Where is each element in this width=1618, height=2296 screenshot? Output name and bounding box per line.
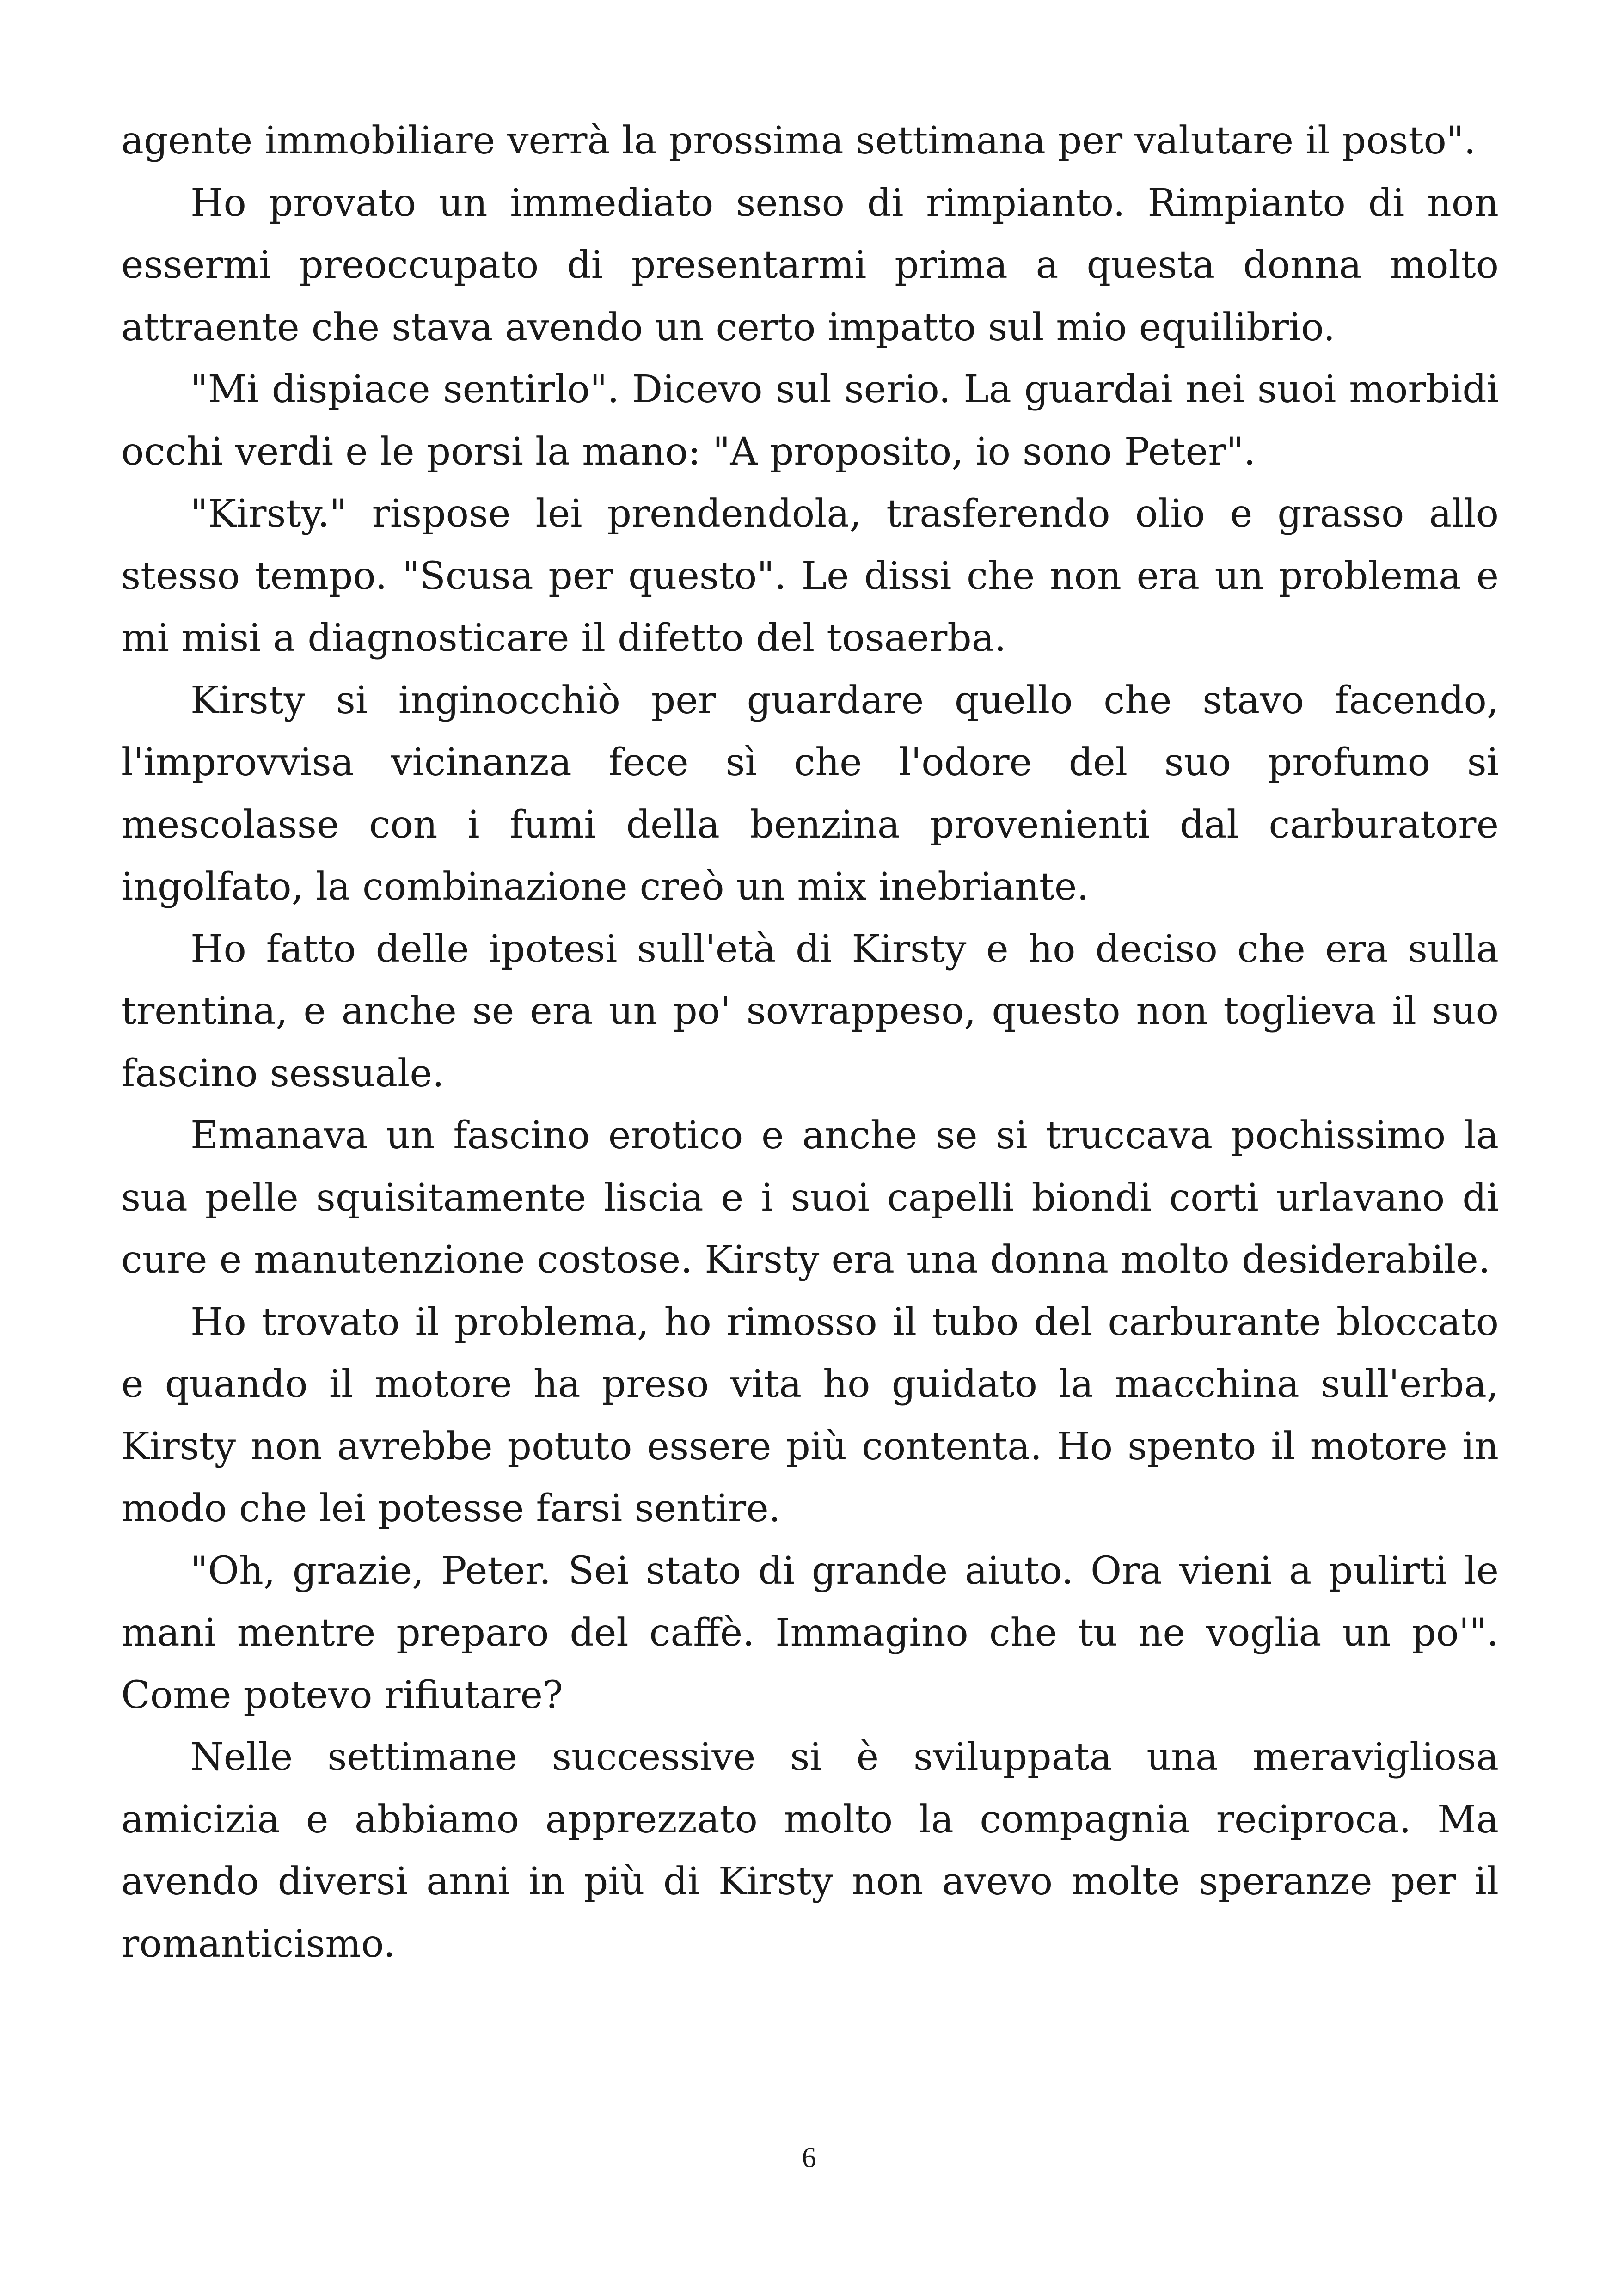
body-text bbox=[121, 110, 1499, 1975]
paragraph: Kirsty si inginocchiò per guardare quello che stavo facendo, l'improvvisa vicinanza fece sì che l'odore del suo profumo si mescolasse con i fumi della benzina provenienti dal carburatore ingolfato, la combinazione creò un mix inebriante. bbox=[121, 678, 1499, 909]
paragraph: "Mi dispiace sentirlo". Dicevo sul serio. La guardai nei suoi morbidi occhi verdi e le porsi la mano: "A proposito, io sono Peter". bbox=[121, 367, 1499, 474]
paragraph: Ho provato un immediato senso di rimpianto. Rimpianto di non essermi preoccupato di presentarmi prima a questa donna molto attraente che stava avendo un certo impatto sul mio equilibrio. bbox=[121, 181, 1499, 349]
paragraph-continuation: agente immobiliare verrà la prossima settimana per valutare il posto". bbox=[121, 119, 1476, 163]
paragraph: Nelle settimane successive si è sviluppata una meravigliosa amicizia e abbiamo apprezzato molto la compagnia reciproca. Ma avendo diversi anni in più di Kirsty non avevo molte speranze per il romanticismo. bbox=[121, 1735, 1499, 1966]
paragraph: "Kirsty." rispose lei prendendola, trasferendo olio e grasso allo stesso tempo. "Scusa per questo". Le dissi che non era un problema e mi misi a diagnosticare il difetto del tosaerba. bbox=[121, 492, 1499, 660]
paragraph: Ho trovato il problema, ho rimosso il tubo del carburante bloccato e quando il motore ha preso vita ho guidato la macchina sull'erba, Kirsty non avrebbe potuto essere più contenta. Ho spento il motore in modo che lei potesse farsi sentire. bbox=[121, 1300, 1499, 1531]
paragraph: Emanava un fascino erotico e anche se si truccava pochissimo la sua pelle squisitamente liscia e i suoi capelli biondi corti urlavano di cure e manutenzione costose. Kirsty era una donna molto desiderabile. bbox=[121, 1114, 1499, 1282]
paragraph: Ho fatto delle ipotesi sull'età di Kirsty e ho deciso che era sulla trentina, e anche se era un po' sovrappeso, questo non toglieva il suo fascino sessuale. bbox=[121, 927, 1499, 1096]
paragraph: "Oh, grazie, Peter. Sei stato di grande aiuto. Ora vieni a pulirti le mani mentre preparo del caffè. Immagino che tu ne voglia un po'". Come potevo rifiutare? bbox=[121, 1549, 1499, 1717]
page-number: 6 bbox=[802, 2142, 816, 2174]
